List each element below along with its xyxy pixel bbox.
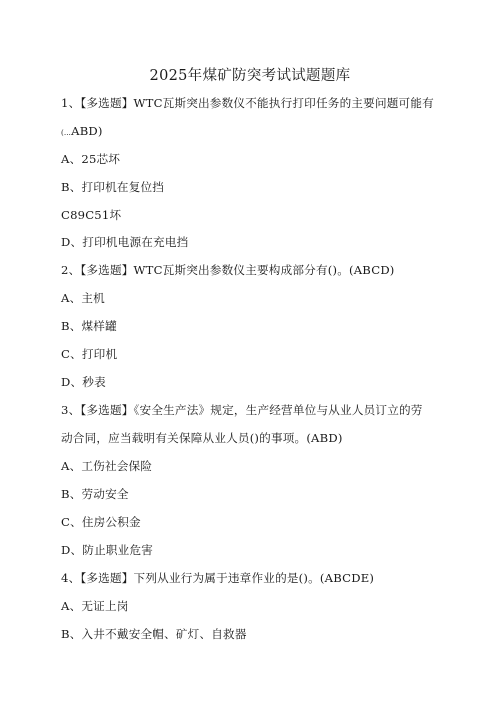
question-4-text: 4、【多选题】下列从业行为属于违章作业的是()。(ABCDE) [61,571,375,585]
question-1-option-d: D、打印机电源在充电挡 [61,235,189,249]
question-3-text-cont: 动合同，应当载明有关保障从业人员()的事项。(ABD) [61,431,343,445]
question-3-option-c: C、住房公积金 [61,515,141,529]
question-1-text: 1、【多选题】WTC瓦斯突出参数仪不能执行打印任务的主要问题可能有 [61,96,434,110]
question-2-option-d: D、秒表 [61,375,106,389]
question-1-option-b: B、打印机在复位挡 [61,180,165,194]
document-title: 2025年煤矿防突考试试题题库 [149,68,351,84]
question-3-option-d: D、防止职业危害 [61,543,154,557]
question-1-answer-prefix: (… [61,129,72,137]
question-3-text: 3、【多选题】《安全生产法》规定，生产经营单位与从业人员订立的劳 [61,403,423,417]
question-2-option-c: C、打印机 [61,347,118,361]
question-2-option-a: A、主机 [61,291,105,305]
question-1-option-a: A、25芯坏 [61,152,121,166]
question-1-answer: ABD) [71,124,103,138]
question-2-option-b: B、煤样罐 [61,319,117,333]
question-1-option-c: C89C51坏 [61,208,122,222]
question-4-option-b: B、入井不戴安全帽、矿灯、自救器 [61,627,247,641]
question-3-option-a: A、工伤社会保险 [61,459,153,473]
question-1-answer-line [61,123,103,141]
question-4-option-a: A、无证上岗 [61,599,129,613]
question-3-option-b: B、劳动安全 [61,487,129,501]
question-2-text: 2、【多选题】WTC瓦斯突出参数仪主要构成部分有()。(ABCD) [61,263,395,277]
